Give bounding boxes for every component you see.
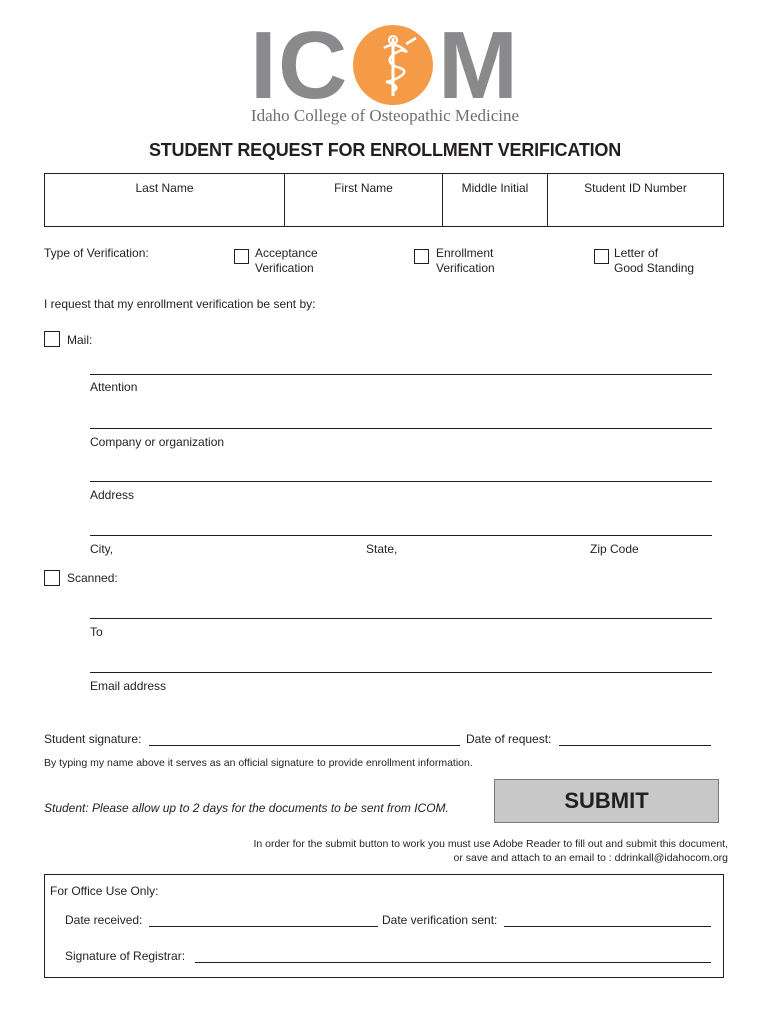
registrar-signature-field[interactable] (195, 962, 711, 963)
office-use-box (44, 874, 724, 978)
signature-note: By typing my name above it serves as an official signature to provide enrollment information. (44, 757, 473, 769)
student-id-field[interactable] (548, 174, 723, 226)
page-title: STUDENT REQUEST FOR ENROLLMENT VERIFICATION (148, 140, 622, 160)
scanned-checkbox[interactable] (44, 570, 60, 586)
acceptance-verification-checkbox[interactable] (234, 249, 249, 264)
option-line: Enrollment (436, 246, 494, 260)
student-signature-field[interactable] (149, 745, 460, 746)
submit-help-text (100, 837, 728, 865)
address-label: Address (90, 488, 135, 502)
enrollment-verification-checkbox[interactable] (414, 249, 429, 264)
company-field[interactable] (90, 428, 712, 429)
city-state-zip-field[interactable] (90, 535, 712, 536)
option-line: Acceptance (255, 246, 318, 260)
middle-initial-field[interactable] (443, 174, 548, 226)
company-label: Company or organization (90, 435, 225, 449)
logo-subtitle: Idaho College of Osteopathic Medicine (250, 106, 520, 125)
city-label: City, (90, 542, 114, 556)
submit-help-line-2: or save and attach to an email to : ddrinkall@idahocom.org (453, 852, 728, 864)
student-signature-label: Student signature: (44, 732, 142, 746)
first-name-label: First Name (334, 181, 393, 195)
logo-letter-m: M (438, 12, 518, 119)
name-table (44, 173, 724, 227)
option-line: Good Standing (614, 261, 695, 275)
middle-initial-label: Middle Initial (461, 181, 529, 195)
to-label: To (90, 625, 103, 639)
last-name-label: Last Name (135, 181, 194, 195)
submit-button[interactable]: SUBMIT (494, 779, 719, 823)
submit-help-line-1: In order for the submit button to work you must use Adobe Reader to fill out and submit this document, (253, 838, 728, 850)
option-line: Verification (436, 261, 495, 275)
address-field[interactable] (90, 481, 712, 482)
date-of-request-field[interactable] (559, 745, 711, 746)
last-name-field[interactable] (45, 174, 285, 226)
office-use-title: For Office Use Only: (50, 884, 159, 898)
caduceus-circle-icon (352, 24, 434, 106)
option-line: Verification (255, 261, 314, 275)
student-id-label: Student ID Number (584, 181, 687, 195)
date-received-field[interactable] (149, 926, 378, 927)
request-sent-by-label: I request that my enrollment verification be sent by: (44, 297, 316, 311)
logo-letter-i: I (250, 12, 277, 119)
date-received-label: Date received: (65, 913, 143, 927)
date-of-request-label: Date of request: (466, 732, 552, 746)
verification-type-label: Type of Verification: (44, 246, 149, 260)
good-standing-label (614, 246, 694, 276)
scanned-label: Scanned: (67, 571, 118, 585)
zip-label: Zip Code (590, 542, 639, 556)
attention-field[interactable] (90, 374, 712, 375)
state-label: State, (366, 542, 398, 556)
good-standing-checkbox[interactable] (594, 249, 609, 264)
email-label: Email address (90, 679, 167, 693)
mail-checkbox[interactable] (44, 331, 60, 347)
first-name-field[interactable] (285, 174, 443, 226)
option-line: Letter of (614, 246, 659, 260)
to-field[interactable] (90, 618, 712, 619)
logo-letter-c: C (278, 12, 348, 119)
enrollment-verification-label (436, 246, 495, 276)
date-verification-sent-label: Date verification sent: (382, 913, 498, 927)
date-verification-sent-field[interactable] (504, 926, 711, 927)
mail-label: Mail: (67, 333, 93, 347)
acceptance-verification-label (255, 246, 318, 276)
email-field[interactable] (90, 672, 712, 673)
attention-label: Attention (90, 380, 138, 394)
allow-time-note: Student: Please allow up to 2 days for the documents to be sent from ICOM. (44, 801, 449, 815)
registrar-signature-label: Signature of Registrar: (65, 949, 186, 963)
